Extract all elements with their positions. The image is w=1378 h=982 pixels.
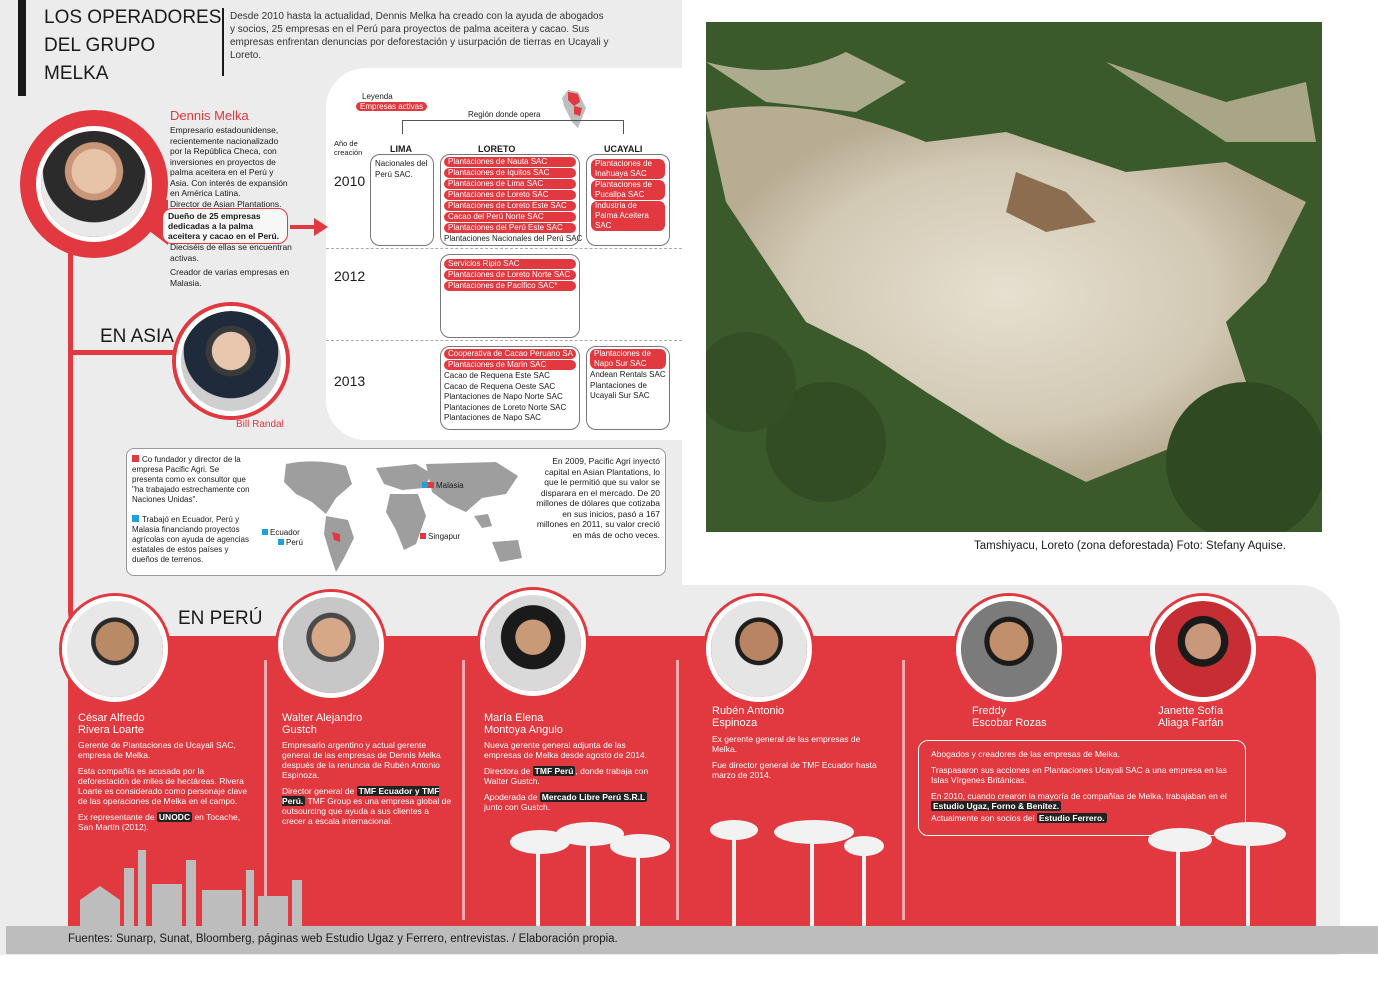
company-item: Plantaciones de Loreto Norte SAC: [444, 402, 567, 412]
maria-bio-3: [484, 792, 656, 812]
freddy-avatar: [956, 596, 1062, 702]
photo-caption: Tamshiyacu, Loreto (zona deforestada) Foto: Stefany Aquise.: [974, 540, 1286, 552]
region-bracket: [402, 120, 624, 134]
company-item: Cacao de Requena Este SAC: [444, 371, 550, 380]
walter-bio: [282, 740, 454, 832]
year-label: Año de creación: [334, 139, 363, 157]
region-lima: LIMA: [390, 144, 412, 154]
region-ucayali: UCAYALI: [604, 144, 643, 154]
company-item: Plantaciones de Marín SAC: [444, 360, 576, 370]
cesar-name: [78, 712, 145, 736]
loreto-2012-box: [440, 254, 580, 338]
marker-icon: [262, 529, 268, 535]
footer-sources: Fuentes: Sunarp, Sunat, Bloomberg, páginas web Estudio Ugaz y Ferrero, entrevistas. / Elaboración propia.: [68, 933, 618, 945]
loreto-2010-box: [440, 154, 583, 246]
walter-bio-1: Empresario argentino y actual gerente general de las empresas de Dennis Melka después de la renuncia de Rubén Antonio Espinoza.: [282, 740, 441, 780]
highlight: TMF Perú: [534, 766, 574, 776]
freddy-name: [972, 705, 1047, 729]
company-item: Andean Rentals SAC: [590, 370, 666, 379]
map-label-peru: [278, 538, 303, 547]
year-divider: [326, 248, 682, 249]
text: TMF Group es una empresa global de outsourcing que ayuda a sus clientes a crecer a escala internacional.: [282, 796, 452, 826]
legend-active: Empresas activas: [356, 102, 427, 111]
dennis-avatar: [36, 126, 152, 242]
company-item: Plantaciones de Napo Sur SAC: [590, 349, 666, 369]
deforestation-photo: [706, 22, 1322, 532]
separator: [902, 660, 905, 920]
company-item: Plantaciones de Lima SAC: [444, 179, 576, 189]
ruben-bio-1: Ex gerente general de las empresas de Melka.: [712, 734, 861, 754]
name-line: Rivera Loarte: [78, 724, 145, 736]
region-label: Región donde opera: [468, 110, 541, 119]
maria-name: [484, 712, 563, 736]
marker-icon: [278, 539, 284, 545]
lawyers-bio-2: Traspasaron sus acciones en Plantaciones Ucayali SAC a una empresa en las Islas Vírgenes Británicas.: [931, 765, 1227, 785]
walter-bio-2: [282, 786, 454, 826]
dennis-bio-rest: [170, 242, 292, 288]
walter-avatar: [278, 592, 384, 698]
name-line: Aliaga Farfán: [1158, 717, 1224, 729]
cesar-bio: [78, 740, 248, 838]
company-item: Plantaciones Nacionales del Perú SAC: [444, 234, 583, 243]
cesar-bio-1: Gerente de Plantaciones de Ucayali SAC, empresa de Melka.: [78, 740, 236, 760]
name-line: Freddy: [972, 705, 1007, 717]
text: Actualmente son socios del: [931, 813, 1037, 823]
map-label-malasia: [422, 481, 464, 490]
lima-2010-box: [370, 154, 434, 246]
ruben-bio: [712, 734, 880, 786]
title-line: MELKA: [44, 63, 109, 84]
highlight: Estudio Ugaz, Forno & Benítez.: [933, 801, 1060, 811]
arrow-head-icon: [314, 218, 328, 236]
dennis-bio-4: Creador de varias empresas en Malasia.: [170, 267, 290, 288]
dennis-bio-2: Director de Asian Plantations.: [170, 198, 282, 209]
intro-text: Desde 2010 hasta la actualidad, Dennis Melka ha creado con la ayuda de abogados y socios, 25 empresas en el Perú para proyectos de palma aceitera y cacao. Sus empresas enfrentan denuncias por deforestación y usurpación de tierras en Ucayali y Loreto.: [230, 11, 609, 61]
factory-silhouette-icon: [72, 840, 332, 930]
company-item: Plantaciones del Perú Este SAC: [444, 223, 576, 233]
company-item: Nacionales del Perú SAC.: [375, 159, 428, 179]
bill-randal-avatar: [176, 306, 286, 416]
map-label: Perú: [286, 538, 303, 547]
dennis-highlight: Dueño de 25 empresas dedicadas a la palma aceitera y cacao en el Perú.: [162, 208, 288, 244]
company-item: Plantaciones de Napo Norte SAC: [444, 392, 563, 401]
asia-side-text: En 2009, Pacific Agri inyectó capital en Asian Plantations, lo que le permitió que su valor se disparara en el mercado. De 20 millones de dólares que cotizaba en sus inicios, pasó a 167 millones en 2011, su valor creció en más de ocho veces.: [536, 456, 660, 540]
dennis-bio-3: Dieciséis de ellas se encuentran activas.: [170, 242, 292, 263]
maria-bio-1: Nueva gerente general adjunta de las empresas de Melka desde agosto de 2014.: [484, 740, 648, 760]
dennis-bio: [170, 125, 292, 209]
marker-icon: [420, 533, 426, 539]
separator: [462, 660, 465, 920]
name-line: César Alfredo: [78, 712, 145, 724]
text: En 2010, cuando crearon la mayoría de compañías de Melka, trabajaban en el: [931, 791, 1227, 801]
company-item: Plantaciones de Loreto Este SAC: [444, 201, 576, 211]
title-line: DEL GRUPO: [44, 35, 156, 56]
company-item: Industria de Palma Aceitera SAC: [591, 201, 665, 231]
company-item: Cacao de Requena Oeste SAC: [444, 381, 556, 391]
asia-bullet-2: [132, 515, 252, 565]
dennis-bio-1: Empresario estadounidense, recientemente nacionalizado por la República Checa, con inversiones en proyectos de palma aceitera en el Perú y Asia. Con interés de expansión en América Latina.: [170, 125, 288, 198]
asia-bullet-2-text: Trabajó en Ecuador, Perú y Malasia financiando proyectos agrícolas con ayuda de agencias estatales de estos países y dueños de terrenos.: [132, 515, 249, 564]
text: en Tocache, San Martín (2012).: [78, 812, 241, 832]
name-line: Walter Alejandro: [282, 712, 363, 724]
timeline-connector-asia: [68, 350, 178, 355]
year-2010: 2010: [334, 173, 366, 189]
dennis-name: Dennis Melka: [170, 108, 249, 123]
cesar-bio-3: [78, 812, 248, 832]
janette-name: [1158, 705, 1223, 729]
trees-silhouette-icon: [1140, 820, 1320, 930]
company-item: Plantaciones de Ucayali Sur SAC: [590, 380, 650, 400]
ruben-name: [712, 705, 784, 729]
bill-randal-name: Bill Randal: [236, 419, 284, 430]
name-line: Gustch: [282, 724, 317, 736]
map-label: Singapur: [428, 532, 461, 541]
name-line: Montoya Angulo: [484, 724, 563, 736]
company-item: Plantaciones de Inahuaya SAC: [591, 159, 665, 179]
company-item: Plantaciones de Loreto Norte SAC: [444, 270, 576, 280]
arrow-to-companies: [290, 225, 316, 229]
cesar-bio-2: Esta compañía es acusada por la deforestación de miles de hectáreas. Rivera Loarte es considerado como personaje clave de las operaciones de Melka en el campo.: [78, 766, 248, 806]
name-line: Janette Sofía: [1158, 705, 1224, 717]
text: Director general de: [282, 786, 357, 796]
peru-heading: EN PERÚ: [178, 608, 263, 629]
maria-bio: [484, 740, 656, 818]
asia-bullet-1-text: Co fundador y director de la empresa Pacific Agri. Se presenta como ex consultor que "ha trabajado estrechamente con Naciones Unidas".: [132, 455, 250, 504]
company-item: Servicios Ripio SAC: [444, 259, 576, 269]
ruben-avatar: [706, 596, 812, 702]
highlight: TMF Ecuador y TMF Perú.: [282, 786, 440, 806]
year-2012: 2012: [334, 268, 366, 284]
walter-name: [282, 712, 362, 736]
loreto-2013-box: [440, 346, 580, 430]
company-item: Plantaciones de Napo SAC: [444, 413, 541, 422]
text: junto con Gustch.: [484, 802, 551, 812]
company-item: Plantaciones de Loreto SAC: [444, 190, 576, 200]
world-map-icon: [256, 454, 534, 574]
bullet-red-icon: [132, 455, 139, 462]
ucayali-2010-box: [586, 154, 670, 246]
lawyers-bio-1: Abogados y creadores de las empresas de Melka.: [931, 749, 1120, 759]
company-item: Plantaciones de Iquitos SAC: [444, 168, 576, 178]
bullet-blue-icon: [132, 515, 139, 522]
janette-avatar: [1150, 596, 1256, 702]
map-label: Malasia: [436, 481, 464, 490]
trees-silhouette-icon: [500, 818, 680, 930]
cesar-avatar: [62, 596, 168, 702]
trees-silhouette-icon: [704, 816, 884, 930]
company-item: Plantaciones de Pucallpa SAC: [591, 180, 665, 200]
text: , donde trabaja con Walter Gustch.: [484, 766, 649, 786]
highlight: Estudio Ferrero.: [1038, 813, 1105, 823]
intro-divider: [222, 8, 224, 76]
map-label: Ecuador: [270, 528, 300, 537]
asia-heading: EN ASIA: [100, 326, 174, 347]
text: Apoderada de: [484, 792, 540, 802]
company-item: Plantaciones de Nauta SAC: [444, 157, 576, 167]
map-label-ecuador: [262, 528, 300, 537]
text: Ex representante de: [78, 812, 157, 822]
marker-icon: [428, 482, 434, 488]
title-bar-accent: [18, 0, 26, 96]
legend-title: Leyenda: [362, 92, 393, 101]
asia-bullet-1: [132, 455, 252, 505]
name-line: Escobar Rozas: [972, 717, 1047, 729]
ruben-bio-2: Fue director general de TMF Ecuador hasta marzo de 2014.: [712, 760, 877, 780]
page-title: [44, 4, 221, 88]
name-line: Espinoza: [712, 717, 758, 729]
region-loreto: LORETO: [478, 144, 516, 154]
name-line: María Elena: [484, 712, 544, 724]
lawyers-bio-3: [931, 791, 1233, 811]
year-divider: [326, 340, 682, 341]
company-item: Cooperativa de Cacao Peruano SA: [444, 349, 576, 359]
map-label-singapur: [420, 532, 460, 541]
timeline-line: [68, 245, 102, 645]
highlight: Mercado Libre Perú S.R.L: [541, 792, 646, 802]
name-line: Rubén Antonio: [712, 705, 785, 717]
year-2013: 2013: [334, 373, 366, 389]
text: Directora de: [484, 766, 533, 776]
maria-bio-2: [484, 766, 656, 786]
maria-avatar: [480, 590, 586, 696]
company-item: Plantaciones de Pacífico SAC*: [444, 281, 576, 291]
title-line: LOS OPERADORES: [44, 7, 222, 28]
ucayali-2013-box: [586, 346, 670, 430]
highlight: UNODC: [158, 812, 191, 822]
company-item: Cacao del Perú Norte SAC: [444, 212, 576, 222]
